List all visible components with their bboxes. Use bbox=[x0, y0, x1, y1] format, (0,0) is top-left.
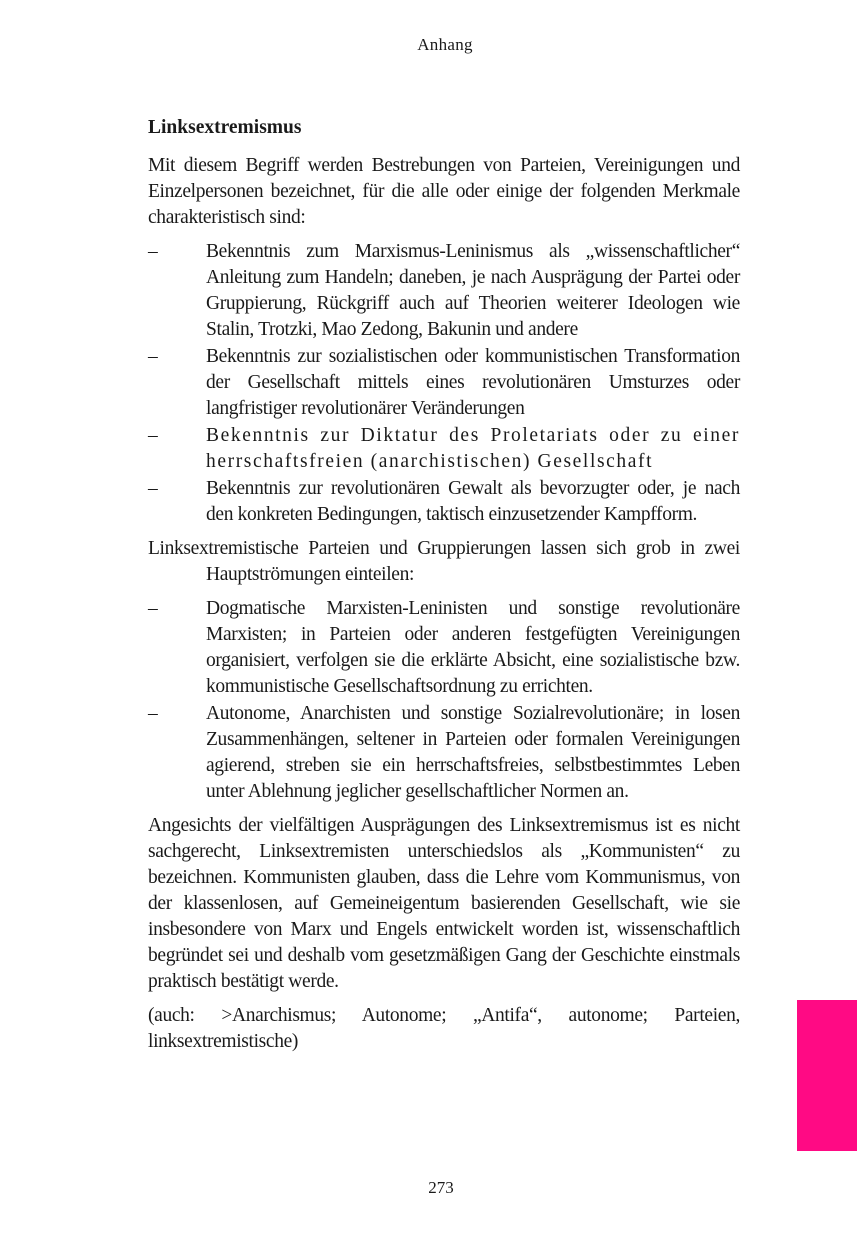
feature-list bbox=[148, 239, 740, 528]
list-item bbox=[148, 423, 740, 475]
list-item bbox=[148, 344, 740, 422]
list-item bbox=[148, 476, 740, 528]
thumb-index-tab bbox=[797, 1000, 857, 1151]
closing-paragraph: Angesichts der vielfältigen Ausprägungen des Linksextremismus ist es nicht sachgerecht, Linksextremisten unterschiedslos als „Kommunisten“ zu bezeichnen. Kommunisten glauben, dass die Lehre vom Kommunismus, von der klassenlosen, auf Gemeineigentum basierenden Gesellschaft, wie sie insbesondere von Marx und Engels entwickelt worden ist, wissenschaftlich begründet sei und deshalb vom gesetzmäßigen Gang der Geschichte einstmals praktisch bestätigt werde. bbox=[148, 815, 740, 992]
list-dash: – bbox=[148, 703, 158, 724]
list-dash: – bbox=[148, 346, 158, 367]
currents-intro: Linksextremistische Parteien und Gruppierungen lassen sich grob in zwei Hauptströmungen einteilen: bbox=[148, 538, 740, 585]
list-item-text: Bekenntnis zur sozialistischen oder kommunistischen Transformation der Gesellschaft mittels eines revolutionären Umsturzes oder langfristiger revolutionärer Veränderungen bbox=[206, 346, 740, 419]
list-dash: – bbox=[148, 598, 158, 619]
list-item-text: Autonome, Anarchisten und sonstige Sozialrevolutionäre; in losen Zusammenhängen, seltener in Parteien oder formalen Vereinigungen agierend, streben sie ein herrschaftsfreies, selbstbestimmtes Leben unter Ablehnung jeglicher gesellschaftlicher Normen an. bbox=[206, 703, 740, 802]
list-item-text: Bekenntnis zur revolutionären Gewalt als bevorzugter oder, je nach den konkreten Bedingungen, taktisch einzusetzender Kampfform. bbox=[206, 478, 740, 525]
list-dash: – bbox=[148, 478, 158, 499]
list-dash: – bbox=[148, 241, 158, 262]
list-item-text: Bekenntnis zum Marxismus-Leninismus als „wissenschaftlicher“ Anleitung zum Handeln; daneben, je nach Ausprägung der Partei oder Gruppierung, Rückgriff auch auf Theorien weiterer Ideologen wie Stalin, Trotzki, Mao Zedong, Bakunin und andere bbox=[206, 241, 740, 340]
section-title: Linksextremismus bbox=[148, 117, 302, 138]
running-head: Anhang bbox=[417, 35, 473, 54]
page-number: 273 bbox=[428, 1178, 454, 1197]
list-item-text: Dogmatische Marxisten-Leninisten und sonstige revolutionäre Marxisten; in Parteien oder anderen festgefügten Vereinigungen organisiert, verfolgen sie die erklärte Absicht, eine sozialistische bzw. kommunistische Gesellschaftsordnung zu errichten. bbox=[206, 598, 740, 697]
list-item bbox=[148, 596, 740, 700]
list-dash: – bbox=[148, 425, 158, 446]
list-item bbox=[148, 239, 740, 343]
page-content bbox=[148, 115, 740, 1063]
see-also-reference: (auch: >Anarchismus; Autonome; „Antifa“, autonome; Parteien, linksextremistische) bbox=[148, 1005, 740, 1052]
list-item bbox=[148, 701, 740, 805]
intro-paragraph: Mit diesem Begriff werden Bestrebungen von Parteien, Vereinigungen und Einzelpersonen bezeichnet, für die alle oder einige der folgenden Merkmale charakteristisch sind: bbox=[148, 155, 740, 228]
list-item-text: Bekenntnis zur Diktatur des Proletariats oder zu einer herrschaftsfreien (anarchistischen) Gesellschaft bbox=[206, 425, 740, 472]
currents-list bbox=[148, 596, 740, 805]
